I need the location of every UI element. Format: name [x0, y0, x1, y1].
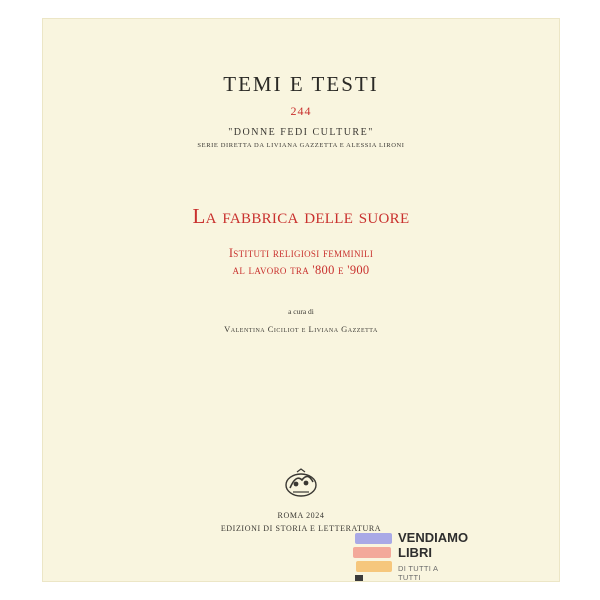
vendiamo-libri-badge — [352, 525, 469, 585]
publisher-logo-icon — [42, 468, 560, 503]
book-cover — [42, 18, 560, 582]
publisher-name: EDIZIONI DI STORIA E LETTERATURA — [220, 524, 382, 533]
badge-line-3: DI TUTTI A TUTTI — [398, 564, 438, 582]
curator-label: a cura di — [288, 307, 314, 316]
series-title: TEMI E TESTI — [223, 72, 379, 96]
sub-series-title: "DONNE FEDI CULTURE" — [228, 127, 374, 138]
badge-line-1: VENDIAMO — [398, 530, 469, 545]
badge-line-2: LIBRI — [398, 545, 432, 560]
place-year: ROMA 2024 — [277, 511, 325, 520]
series-number: 244 — [290, 104, 312, 118]
books-stack-icon — [352, 525, 398, 585]
book-title: La fabbrica delle suore — [192, 204, 410, 228]
series-director: SERIE DIRETTA DA LIVIANA GAZZETTA E ALESSIA LIRONI — [197, 142, 405, 149]
book-subtitle — [42, 245, 560, 279]
subtitle-line-1: Istituti religiosi femminili — [228, 246, 374, 260]
curators: Valentina Ciciliot e Liviana Gazzetta — [224, 324, 378, 334]
subtitle-line-2: al lavoro tra '800 e '900 — [232, 263, 370, 277]
